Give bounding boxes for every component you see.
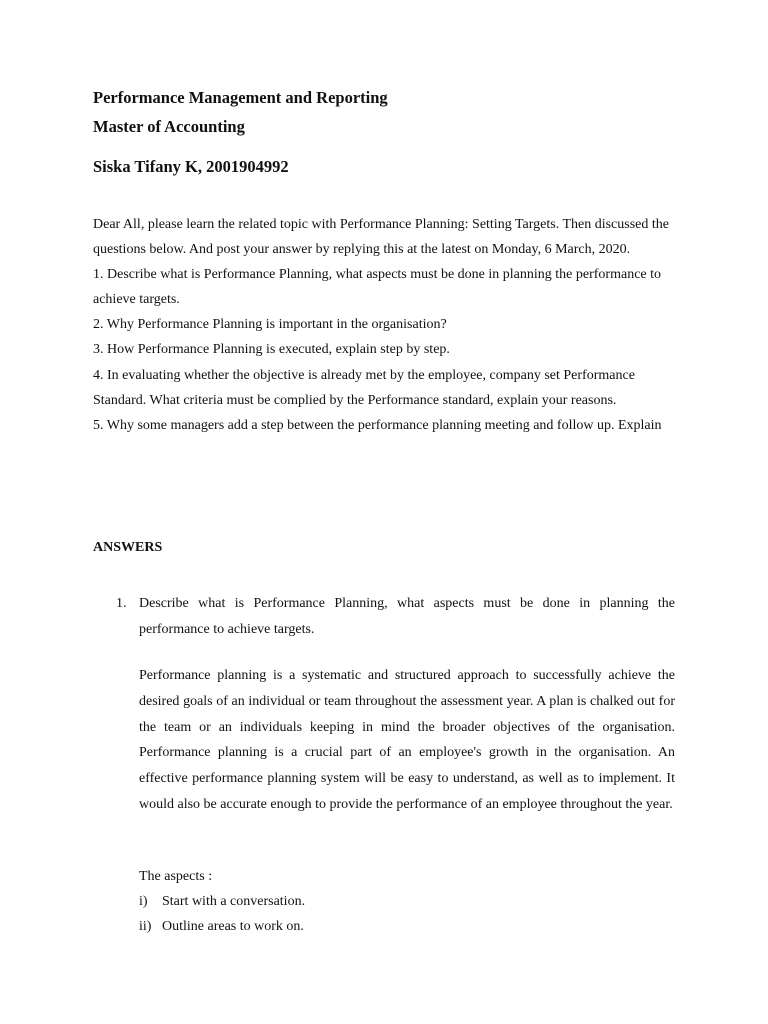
question-item: 1. Describe what is Performance Planning, what aspects must be done in planning the performance to achieve targets. [93, 267, 662, 308]
instructions-block [93, 212, 678, 438]
list-item-text: Outline areas to work on. [162, 919, 304, 934]
answer-question-text: Describe what is Performance Planning, what aspects must be done in planning the performance to achieve targets. [139, 596, 675, 637]
aspects-label: The aspects : [139, 869, 213, 884]
question-item: 3. How Performance Planning is executed, explain step by step. [93, 342, 450, 358]
answer-number: 1. [116, 596, 127, 611]
question-item: 5. Why some managers add a step between the performance planning meeting and follow up. Explain [93, 417, 662, 433]
student-name-id: Siska Tifany K, 2001904992 [93, 157, 289, 176]
list-item-text: Start with a conversation. [162, 894, 306, 909]
question-item: 2. Why Performance Planning is important in the organisation? [93, 317, 447, 333]
list-item [139, 919, 304, 935]
program-title: Master of Accounting [93, 117, 245, 136]
course-title: Performance Management and Reporting [93, 88, 388, 107]
list-item-number: ii) [139, 919, 152, 934]
list-item [139, 894, 305, 910]
answer-paragraph: Performance planning is a systematic and structured approach to successfully achieve the desired goals of an individual or team throughout the assessment year. A plan is chalked out for the team or an individuals keeping in mind the broader objectives of the organisation. Performance planning is a crucial part of an employee's growth in the organisation. An effective performance planning system will be easy to understand, as well as to implement. It would also be accurate enough to provide the performance of an employee throughout the year. [139, 668, 675, 812]
list-item-number: i) [139, 894, 148, 909]
intro-paragraph: Dear All, please learn the related topic with Performance Planning: Setting Targets. Then discussed the questions below. And post your answer by replying this at the latest on Monday, 6 March, 2020. [93, 217, 669, 258]
answers-heading: ANSWERS [93, 540, 163, 555]
question-item: 4. In evaluating whether the objective is already met by the employee, company set Performance Standard. What criteria must be complied by the Performance standard, explain your reasons. [93, 367, 635, 408]
